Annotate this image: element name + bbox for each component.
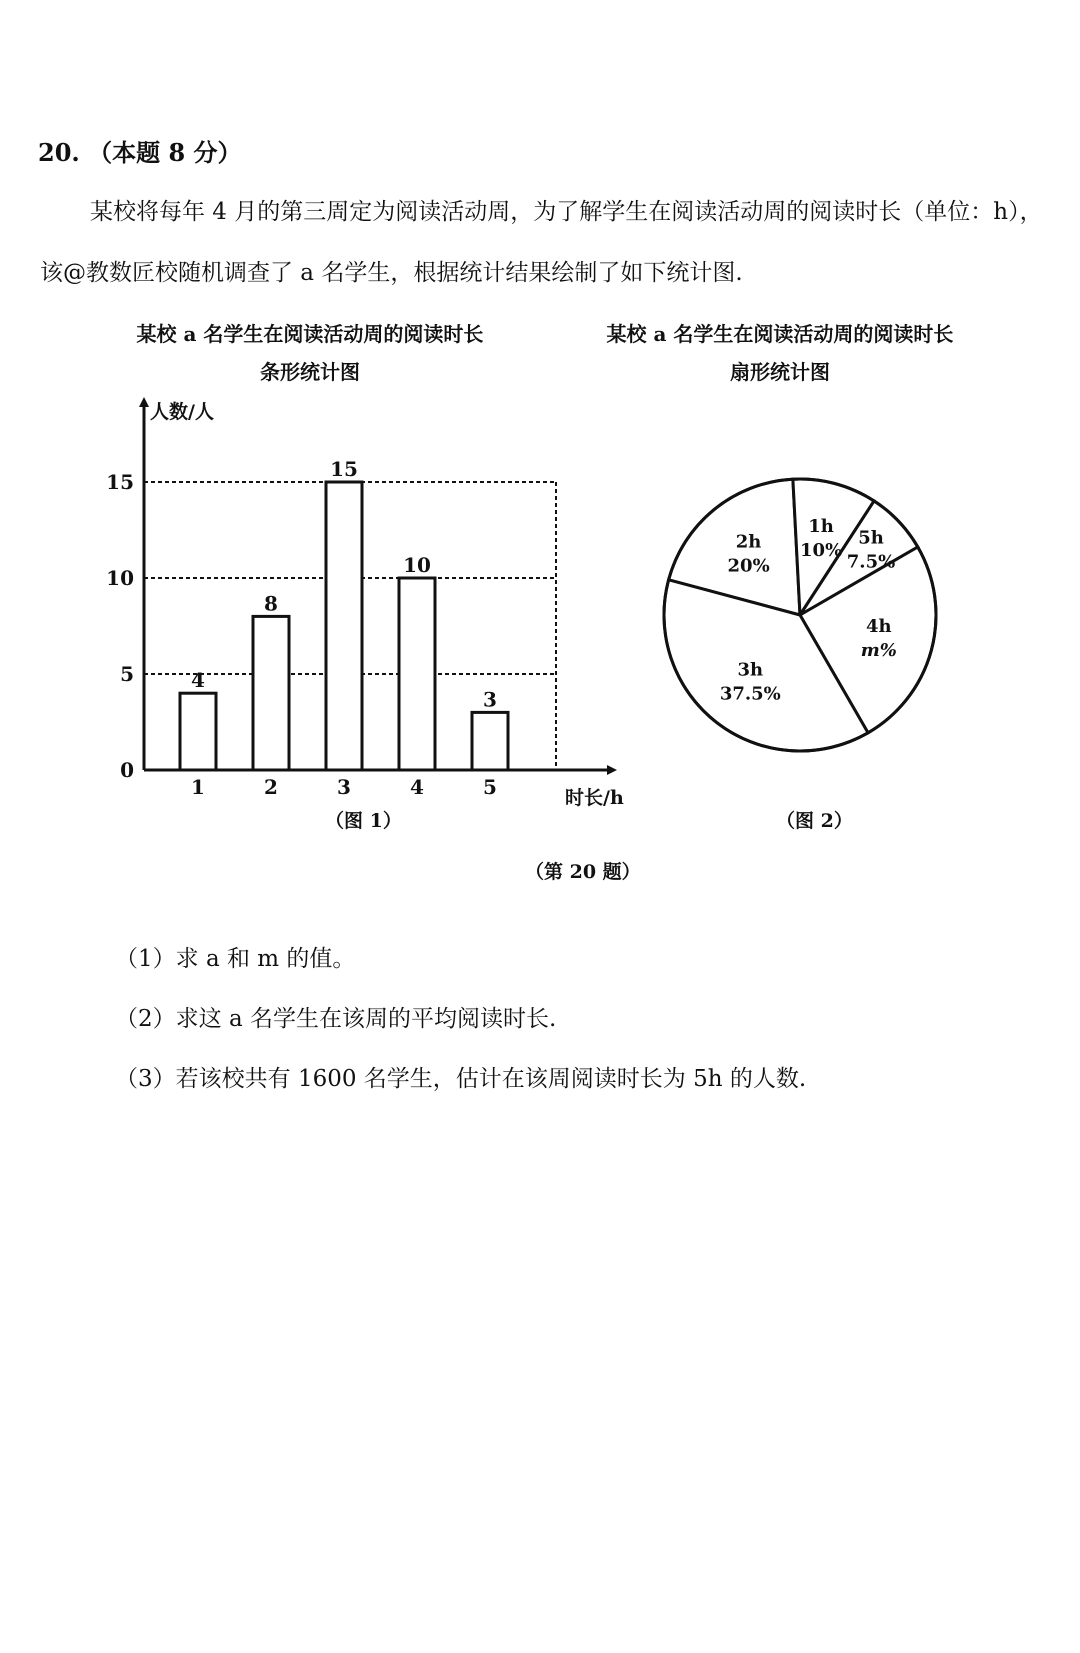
question-2: （2）求这 a 名学生在该周的平均阅读时长. (115, 1006, 557, 1032)
bar-value-label: 4 (191, 668, 205, 693)
x-tick-label: 5 (483, 775, 497, 799)
bar (472, 712, 508, 770)
pie-slice-label: 3h (737, 659, 764, 681)
x-tick-label: 2 (264, 775, 278, 799)
pie-slice-percent: 37.5% (719, 683, 781, 705)
pie-slice-label: 1h (808, 516, 834, 538)
pie-slice-percent: 20% (727, 555, 770, 577)
y-axis-label: 人数/人 (150, 401, 214, 423)
y-tick-label: 5 (120, 662, 134, 686)
x-tick-label: 3 (337, 775, 351, 799)
bar-chart-title: 某校 a 名学生在阅读活动周的阅读时长 (136, 322, 484, 346)
bar-value-label: 8 (264, 591, 278, 616)
bar (399, 578, 435, 770)
bar-value-label: 15 (330, 457, 358, 481)
pie-chart-caption: （图 2） (776, 810, 853, 832)
pie-slice-label: 5h (858, 527, 884, 549)
bar-value-label: 3 (483, 687, 497, 712)
figure-caption: （第 20 题） (525, 861, 641, 883)
problem-intro-line1: 某校将每年 4 月的第三周定为阅读活动周，为了解学生在阅读活动周的阅读时长（单位：h）， (90, 199, 1043, 225)
question-1: （1）求 a 和 m 的值。 (115, 946, 356, 972)
y-tick-label: 10 (106, 566, 134, 590)
pie-chart-subtitle: 扇形统计图 (730, 360, 830, 384)
x-tick-label: 4 (410, 775, 424, 799)
bar (253, 616, 289, 770)
pie-slice-percent: 7.5% (846, 551, 896, 573)
bar-chart-caption: （图 1） (325, 810, 402, 832)
pie-slice-label: 2h (735, 531, 762, 553)
pie-chart (640, 460, 960, 770)
problem-intro-line2: 该@教数匠校随机调查了 a 名学生，根据统计结果绘制了如下统计图. (40, 260, 743, 286)
bar-value-label: 10 (403, 553, 431, 577)
y-tick-label: 15 (106, 470, 134, 494)
x-tick-label: 1 (191, 775, 205, 799)
x-axis-label: 时长/h (565, 787, 624, 809)
bar-chart (0, 380, 660, 820)
y-tick-label: 0 (120, 758, 134, 782)
bar (180, 693, 216, 770)
bar-chart-subtitle: 条形统计图 (260, 360, 360, 384)
pie-slice-percent: 10% (800, 540, 843, 562)
bar (326, 482, 362, 770)
pie-slice-percent: m% (860, 640, 897, 662)
problem-heading: 20. （本题 8 分） (38, 138, 242, 167)
pie-slice-label: 4h (865, 616, 892, 638)
question-3: （3）若该校共有 1600 名学生，估计在该周阅读时长为 5h 的人数. (115, 1066, 807, 1092)
pie-chart-title: 某校 a 名学生在阅读活动周的阅读时长 (606, 322, 954, 346)
